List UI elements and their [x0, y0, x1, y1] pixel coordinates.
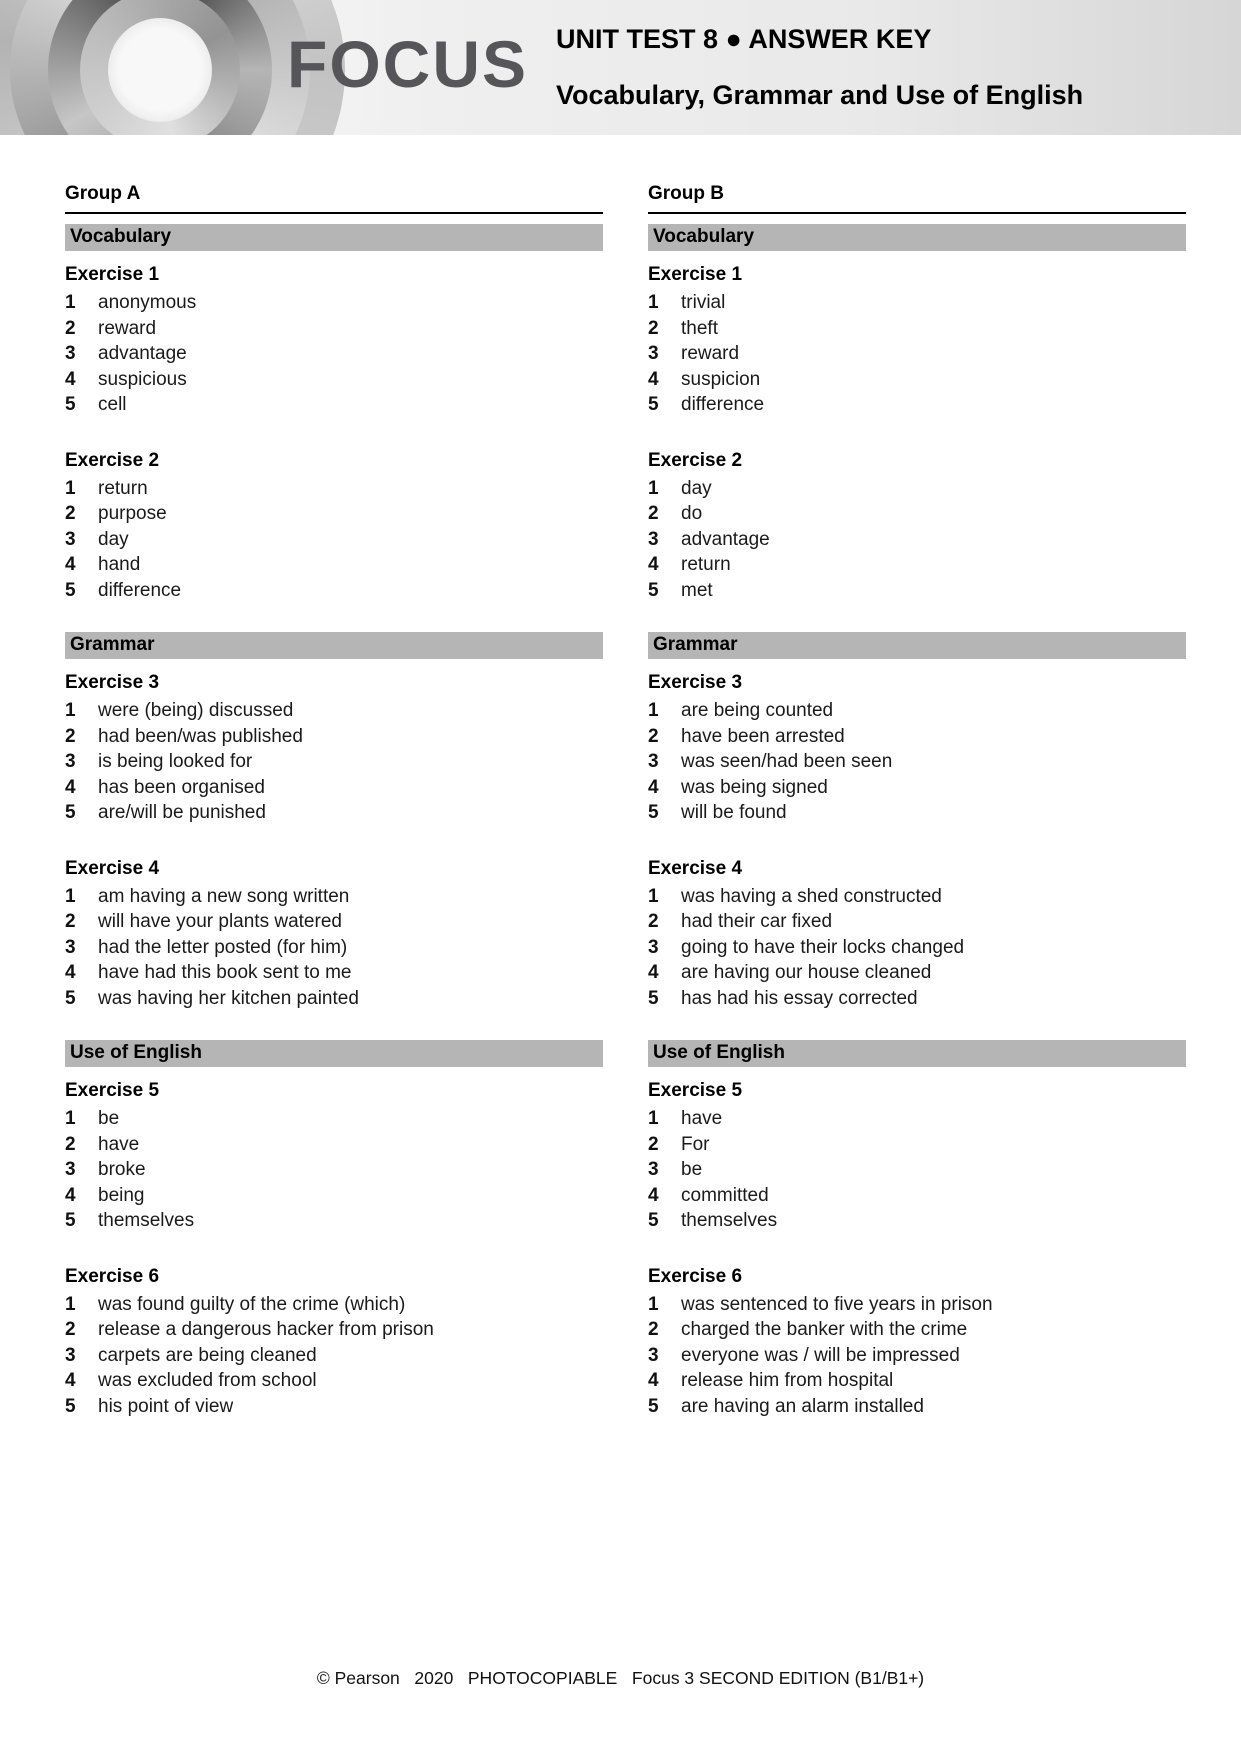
group-heading: Group B — [648, 183, 1186, 214]
answer-item — [65, 578, 603, 604]
answer-text: everyone was / will be impressed — [681, 1344, 960, 1366]
exercises — [648, 261, 1186, 603]
answer-text: advantage — [98, 343, 187, 364]
answer-number: 4 — [648, 554, 659, 575]
answer-list — [65, 698, 603, 826]
answer-text: themselves — [681, 1210, 778, 1231]
answer-text: was excluded from school — [98, 1370, 317, 1391]
group-column — [65, 183, 603, 1448]
answer-number: 1 — [65, 1293, 76, 1315]
answer-number: 2 — [65, 503, 76, 524]
answer-text: have had this book sent to me — [98, 962, 352, 983]
answer-number: 4 — [648, 1184, 659, 1206]
answer-number: 1 — [648, 292, 659, 313]
answer-item — [65, 392, 603, 418]
answer-number: 5 — [65, 394, 76, 415]
exercises — [648, 1077, 1186, 1419]
section — [65, 632, 603, 1011]
answer-item — [648, 1208, 1186, 1234]
section-heading: Vocabulary — [648, 224, 1186, 251]
section — [648, 632, 1186, 1011]
answer-item — [65, 1106, 603, 1132]
answer-item — [648, 1106, 1186, 1132]
answer-text: were (being) discussed — [98, 700, 294, 721]
answer-item — [65, 1157, 603, 1183]
section — [648, 1040, 1186, 1419]
answer-number: 5 — [648, 579, 659, 601]
answer-item — [648, 1343, 1186, 1369]
answer-number: 4 — [65, 1184, 76, 1206]
answer-text: charged the banker with the crime — [681, 1319, 968, 1340]
exercise-title: Exercise 3 — [65, 672, 160, 693]
answer-text: difference — [98, 579, 182, 601]
answer-item — [648, 1394, 1186, 1420]
answer-text: going to have their locks changed — [681, 936, 965, 958]
answer-number: 1 — [648, 1108, 659, 1129]
answer-text: suspicion — [681, 368, 761, 390]
swirl-ring-center — [108, 18, 212, 122]
answer-item — [65, 749, 603, 775]
exercise-block — [65, 855, 603, 1012]
answer-number: 4 — [648, 776, 659, 798]
answer-number: 5 — [648, 1395, 659, 1417]
answer-item — [65, 552, 603, 578]
answer-text: have — [98, 1133, 140, 1155]
exercise-title: Exercise 4 — [65, 857, 160, 879]
header-banner — [0, 0, 1241, 135]
answer-item — [65, 1343, 603, 1369]
answer-number: 3 — [65, 1159, 76, 1180]
answer-item — [648, 1157, 1186, 1183]
answer-text: be — [98, 1108, 120, 1129]
answer-item — [65, 476, 603, 502]
answer-list — [65, 1292, 603, 1420]
answer-item — [648, 367, 1186, 393]
answer-number: 3 — [65, 751, 76, 772]
answer-text: was having a shed constructed — [681, 885, 942, 907]
answer-text: had their car fixed — [681, 911, 833, 932]
answer-number: 3 — [65, 936, 76, 958]
exercise-block — [65, 261, 603, 418]
answer-number: 2 — [65, 1319, 76, 1340]
answer-item — [65, 1368, 603, 1394]
exercise-title: Exercise 2 — [65, 449, 160, 471]
exercise-title: Exercise 1 — [648, 264, 743, 285]
answer-text: had been/was published — [98, 725, 303, 747]
answer-item — [648, 290, 1186, 316]
answer-number: 2 — [648, 503, 659, 524]
answer-item — [648, 749, 1186, 775]
answer-text: carpets are being cleaned — [98, 1344, 317, 1366]
exercise-block — [65, 447, 603, 604]
answer-text: day — [681, 477, 712, 499]
answer-number: 4 — [65, 776, 76, 798]
answer-number: 3 — [65, 343, 76, 364]
answer-text: are being counted — [681, 700, 834, 721]
answer-text: are having an alarm installed — [681, 1395, 924, 1417]
answer-item — [65, 1183, 603, 1209]
answer-number: 1 — [65, 1108, 76, 1129]
answer-list — [65, 884, 603, 1012]
answer-item — [65, 341, 603, 367]
section-heading: Grammar — [648, 632, 1186, 659]
exercise-title: Exercise 4 — [648, 857, 743, 879]
answer-text: being — [98, 1184, 145, 1206]
answer-text: will be found — [681, 802, 787, 823]
answer-text: be — [681, 1159, 703, 1180]
answer-number: 4 — [648, 1370, 659, 1391]
answer-number: 5 — [648, 394, 659, 415]
exercise-block — [648, 261, 1186, 418]
answer-list — [648, 476, 1186, 604]
answer-number: 1 — [648, 1293, 659, 1315]
answer-item — [65, 316, 603, 342]
answer-text: broke — [98, 1159, 146, 1180]
exercise-title: Exercise 5 — [65, 1080, 160, 1101]
answer-item — [648, 578, 1186, 604]
answer-text: suspicious — [98, 368, 187, 390]
answer-item — [648, 909, 1186, 935]
exercise-block — [65, 1077, 603, 1234]
answer-text: committed — [681, 1184, 769, 1206]
answer-number: 4 — [648, 962, 659, 983]
answer-text: release a dangerous hacker from prison — [98, 1319, 434, 1340]
answer-item — [65, 1208, 603, 1234]
answer-item — [65, 800, 603, 826]
answer-item — [648, 800, 1186, 826]
exercise-block — [648, 855, 1186, 1012]
answer-number: 5 — [65, 1395, 76, 1417]
answer-item — [648, 552, 1186, 578]
group-heading: Group A — [65, 183, 603, 214]
answer-list — [648, 290, 1186, 418]
answer-text: return — [681, 554, 731, 575]
answer-number: 2 — [65, 911, 76, 932]
answer-number: 3 — [65, 1344, 76, 1366]
exercise-block — [648, 669, 1186, 826]
answer-number: 5 — [648, 987, 659, 1009]
answer-item — [65, 1317, 603, 1343]
answer-text: his point of view — [98, 1395, 234, 1417]
answer-text: was found guilty of the crime (which) — [98, 1293, 406, 1315]
answer-number: 2 — [648, 725, 659, 747]
answer-number: 5 — [65, 987, 76, 1009]
sections — [648, 224, 1186, 1419]
exercises — [648, 669, 1186, 1011]
group-column — [648, 183, 1186, 1448]
exercise-title: Exercise 5 — [648, 1080, 743, 1101]
answer-item — [648, 527, 1186, 553]
answer-text: hand — [98, 554, 141, 575]
answer-number: 3 — [648, 751, 659, 772]
answer-text: difference — [681, 394, 765, 415]
footer-copyright: © Pearson 2020 PHOTOCOPIABLE Focus 3 SECOND EDITION (B1/B1+) — [316, 1668, 925, 1688]
answer-item — [65, 527, 603, 553]
answer-text: anonymous — [98, 292, 197, 313]
exercise-title: Exercise 2 — [648, 449, 743, 471]
focus-logo: FOCUS — [287, 27, 528, 101]
exercises — [65, 669, 603, 1011]
answer-item — [648, 724, 1186, 750]
answer-number: 1 — [65, 885, 76, 907]
answer-number: 3 — [648, 1159, 659, 1180]
answer-number: 2 — [648, 1319, 659, 1340]
answer-text: theft — [681, 317, 718, 339]
exercise-block — [65, 1263, 603, 1420]
exercise-block — [648, 447, 1186, 604]
answer-number: 5 — [648, 1210, 659, 1231]
answer-list — [65, 290, 603, 418]
answer-item — [65, 290, 603, 316]
answer-item — [648, 1132, 1186, 1158]
answer-item — [65, 986, 603, 1012]
answer-list — [65, 476, 603, 604]
exercise-title: Exercise 1 — [65, 264, 160, 285]
answer-item — [65, 909, 603, 935]
answer-number: 3 — [648, 1344, 659, 1366]
answer-item — [648, 476, 1186, 502]
answer-item — [65, 935, 603, 961]
answer-number: 1 — [648, 477, 659, 499]
answer-number: 2 — [648, 911, 659, 932]
answer-columns — [0, 135, 1241, 1448]
answer-list — [648, 1292, 1186, 1420]
answer-item — [65, 367, 603, 393]
answer-item — [65, 960, 603, 986]
exercise-block — [65, 669, 603, 826]
answer-text: was seen/had been seen — [681, 751, 893, 772]
answer-number: 3 — [648, 528, 659, 550]
answer-text: For — [681, 1133, 710, 1155]
answer-text: will have your plants watered — [98, 911, 342, 932]
answer-number: 5 — [65, 802, 76, 823]
answer-text: do — [681, 503, 703, 524]
answer-number: 5 — [65, 579, 76, 601]
answer-list — [648, 1106, 1186, 1234]
answer-item — [65, 698, 603, 724]
answer-item — [648, 935, 1186, 961]
answer-number: 3 — [648, 936, 659, 958]
answer-number: 1 — [65, 477, 76, 499]
answer-text: purpose — [98, 503, 167, 524]
answer-text: have — [681, 1108, 723, 1129]
answer-number: 1 — [648, 885, 659, 907]
section — [65, 1040, 603, 1419]
answer-number: 2 — [648, 317, 659, 339]
answer-item — [65, 775, 603, 801]
answer-text: was sentenced to five years in prison — [681, 1293, 993, 1315]
answer-number: 3 — [65, 528, 76, 550]
section-heading: Use of English — [648, 1040, 1186, 1067]
answer-item — [648, 1368, 1186, 1394]
answer-item — [648, 698, 1186, 724]
answer-item — [648, 775, 1186, 801]
answer-list — [648, 884, 1186, 1012]
answer-text: have been arrested — [681, 725, 845, 747]
header-titles — [556, 24, 1083, 111]
answer-item — [648, 1292, 1186, 1318]
answer-item — [648, 501, 1186, 527]
section-heading: Grammar — [65, 632, 603, 659]
exercise-title: Exercise 6 — [648, 1265, 743, 1287]
answer-number: 4 — [65, 368, 76, 390]
answer-item — [65, 1292, 603, 1318]
answer-list — [648, 698, 1186, 826]
answer-text: are having our house cleaned — [681, 962, 932, 983]
section-heading: Vocabulary — [65, 224, 603, 251]
section-heading: Use of English — [65, 1040, 603, 1067]
answer-number: 4 — [648, 368, 659, 390]
answer-text: met — [681, 579, 713, 601]
answer-number: 5 — [648, 802, 659, 823]
answer-item — [65, 1132, 603, 1158]
answer-text: day — [98, 528, 129, 550]
answer-item — [648, 884, 1186, 910]
answer-item — [648, 960, 1186, 986]
section — [65, 224, 603, 603]
answer-text: had the letter posted (for him) — [98, 936, 348, 958]
answer-item — [648, 1317, 1186, 1343]
answer-number: 5 — [65, 1210, 76, 1231]
answer-item — [648, 1183, 1186, 1209]
answer-text: reward — [681, 343, 740, 364]
answer-number: 2 — [648, 1133, 659, 1155]
answer-text: am having a new song written — [98, 885, 350, 907]
page-subtitle: Vocabulary, Grammar and Use of English — [556, 80, 1084, 110]
answer-text: are/will be punished — [98, 802, 266, 823]
answer-number: 4 — [65, 554, 76, 575]
answer-text: has been organised — [98, 776, 265, 798]
answer-number: 1 — [65, 292, 76, 313]
exercises — [65, 261, 603, 603]
answer-item — [648, 392, 1186, 418]
answer-text: was being signed — [681, 776, 828, 798]
answer-list — [65, 1106, 603, 1234]
exercise-title: Exercise 6 — [65, 1265, 160, 1287]
answer-text: has had his essay corrected — [681, 987, 918, 1009]
answer-text: return — [98, 477, 148, 499]
section — [648, 224, 1186, 603]
answer-number: 2 — [65, 725, 76, 747]
answer-item — [648, 341, 1186, 367]
answer-number: 2 — [65, 317, 76, 339]
answer-number: 1 — [65, 700, 76, 721]
answer-text: reward — [98, 317, 157, 339]
answer-text: advantage — [681, 528, 770, 550]
answer-text: cell — [98, 394, 127, 415]
exercise-block — [648, 1263, 1186, 1420]
answer-number: 1 — [648, 700, 659, 721]
answer-number: 4 — [65, 962, 76, 983]
answer-text: release him from hospital — [681, 1370, 894, 1391]
sections — [65, 224, 603, 1419]
exercises — [65, 1077, 603, 1419]
exercise-title: Exercise 3 — [648, 672, 743, 693]
answer-number: 4 — [65, 1370, 76, 1391]
answer-item — [65, 1394, 603, 1420]
answer-number: 3 — [648, 343, 659, 364]
answer-item — [648, 986, 1186, 1012]
answer-item — [648, 316, 1186, 342]
unit-test-title: UNIT TEST 8 ● ANSWER KEY — [556, 24, 932, 54]
answer-text: themselves — [98, 1210, 195, 1231]
answer-text: was having her kitchen painted — [98, 987, 359, 1009]
answer-item — [65, 724, 603, 750]
answer-number: 2 — [65, 1133, 76, 1155]
answer-text: trivial — [681, 292, 726, 313]
answer-item — [65, 501, 603, 527]
exercise-block — [648, 1077, 1186, 1234]
answer-text: is being looked for — [98, 751, 253, 772]
answer-item — [65, 884, 603, 910]
